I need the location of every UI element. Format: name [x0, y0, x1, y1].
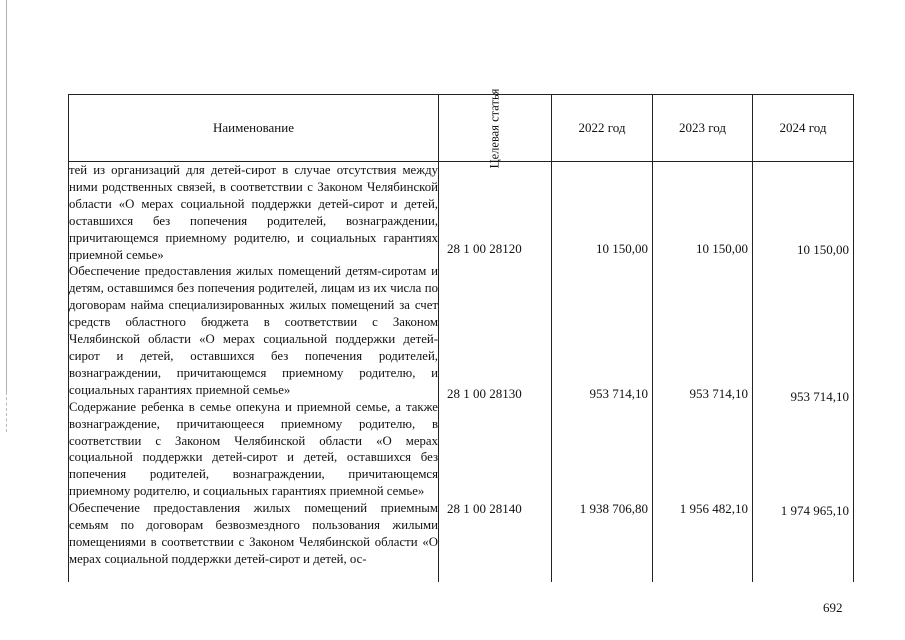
row-amount-2023: 953 714,10	[689, 386, 748, 401]
paragraph-housing-orphans: Обеспечение предоставления жилых помещений детям-сиротам и детям, оставшимся без попечения родителей, лицам из их числа по договорам найма специализированных жилых помещений за счет средств областного бюджета в соответствии с Законом Челябинской области «О мерах социальной поддержки детей-сирот и детей, оставшихся без попечения родителей, вознаграждении, причитающемся приемному родителю, и социальных гарантиях приемной семье»	[69, 264, 438, 397]
row-amount-2024: 1 974 965,10	[780, 503, 849, 518]
row-amount-2022: 953 714,10	[589, 386, 648, 401]
header-2022: 2022 год	[552, 95, 653, 162]
row-code: 28 1 00 28120	[447, 241, 522, 256]
row-amount-2022: 10 150,00	[596, 241, 648, 256]
amount-2023-column	[653, 162, 753, 583]
page-number: 692	[823, 600, 843, 615]
table-header-row	[69, 95, 854, 162]
budget-table	[68, 88, 854, 582]
row-code: 28 1 00 28130	[447, 386, 522, 401]
paragraph-housing-foster: Обеспечение предоставления жилых помещений приемным семьям по договорам безвозмездного пользования жилыми помещениями в соответствии с Законом Челябинской области «О мерах социальной поддержки детей-сирот и детей, ос-	[69, 501, 438, 566]
row-amount-2022: 1 938 706,80	[579, 501, 648, 516]
row-amount-2023: 10 150,00	[696, 241, 748, 256]
scan-edge-dashes	[6, 392, 8, 432]
amount-2024-column	[753, 162, 854, 583]
row-code: 28 1 00 28140	[447, 501, 522, 516]
amount-2022-column	[552, 162, 653, 583]
header-name: Наименование	[69, 95, 439, 162]
name-column	[69, 162, 439, 583]
header-target	[439, 88, 552, 169]
header-2023: 2023 год	[653, 95, 753, 162]
header-2024: 2024 год	[753, 95, 854, 162]
row-amount-2023: 1 956 482,10	[679, 501, 748, 516]
scan-edge-line	[6, 0, 7, 392]
paragraph-guardian-family: Содержание ребенка в семье опекуна и приемной семье, а также вознаграждение, причитающееся приемному родителю, в соответствии с Законом Челябинской области «О мерах социальной поддержки детей-сирот и детей, оставшихся без попечения родителей, вознаграждении, причитающемся приемному родителю, и социальных гарантиях приемной семье»	[69, 399, 438, 499]
row-amount-2024: 953 714,10	[790, 389, 849, 404]
table-body-row	[69, 162, 854, 583]
target-column	[439, 162, 552, 583]
header-target-label: Целевая статья	[487, 88, 502, 169]
row-amount-2024: 10 150,00	[797, 242, 849, 257]
paragraph-continuation: тей из организаций для детей-сирот в случае отсутствия между ними родственных связей, в соответствии с Законом Челябинской области «О мерах социальной поддержки детей-сирот и детей, оставшихся без попечения родителей, вознаграждении, причитающемся приемному родителю, и социальных гарантиях приемной семье»	[69, 163, 438, 262]
